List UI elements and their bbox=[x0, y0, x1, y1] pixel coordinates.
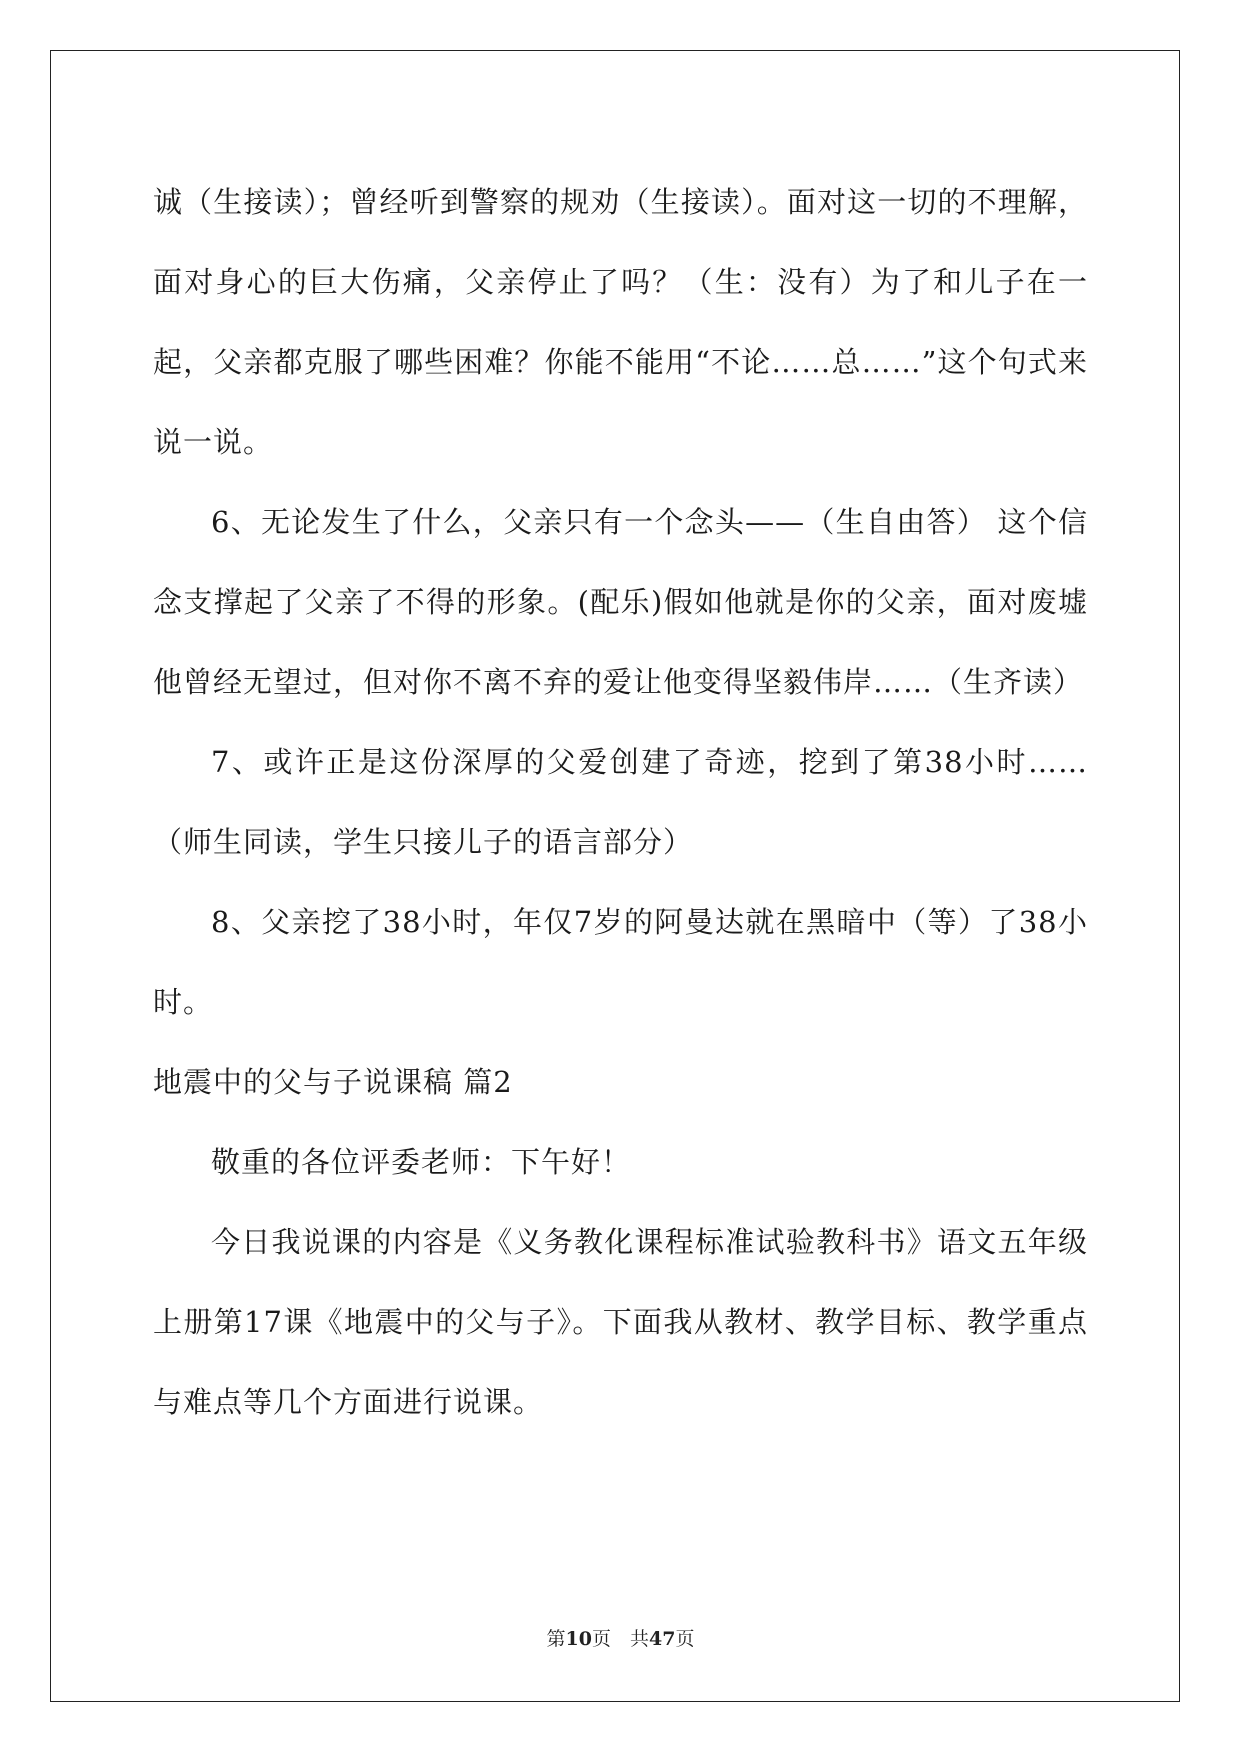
footer-prefix: 第 bbox=[546, 1628, 566, 1650]
paragraph-greeting: 敬重的各位评委老师：下午好！ bbox=[211, 1145, 632, 1179]
page-footer bbox=[0, 1624, 1241, 1651]
document-body bbox=[153, 162, 1088, 1442]
footer-middle: 页 共 bbox=[591, 1628, 649, 1650]
footer-total-pages: 47 bbox=[649, 1628, 676, 1650]
paragraph-item-6: 6、无论发生了什么，父亲只有一个念头——（生自由答） 这个信念支撑起了父亲了不得的形象。(配乐)假如他就是你的父亲，面对废墟他曾经无望过，但对你不离不弃的爱让他变得坚毅伟岸……（生齐读） bbox=[153, 505, 1088, 699]
paragraph-item-7: 7、或许正是这份深厚的父爱创建了奇迹，挖到了第38小时……（师生同读，学生只接儿子的语言部分） bbox=[153, 745, 1088, 859]
footer-suffix: 页 bbox=[675, 1628, 695, 1650]
paragraph-item-8: 8、父亲挖了38小时，年仅7岁的阿曼达就在黑暗中（等）了38小时。 bbox=[153, 905, 1088, 1019]
paragraph-continuation: 诚（生接读）；曾经听到警察的规劝（生接读）。面对这一切的不理解，面对身心的巨大伤痛，父亲停止了吗？（生：没有）为了和儿子在一起，父亲都克服了哪些困难？你能不能用“不论……总……”这个句式来说一说。 bbox=[153, 185, 1088, 459]
footer-page-number: 10 bbox=[565, 1628, 592, 1650]
paragraph-intro: 今日我说课的内容是《义务教化课程标准试验教科书》语文五年级上册第17课《地震中的父与子》。下面我从教材、教学目标、教学重点与难点等几个方面进行说课。 bbox=[153, 1225, 1088, 1419]
section-heading: 地震中的父与子说课稿 篇2 bbox=[153, 1065, 513, 1099]
